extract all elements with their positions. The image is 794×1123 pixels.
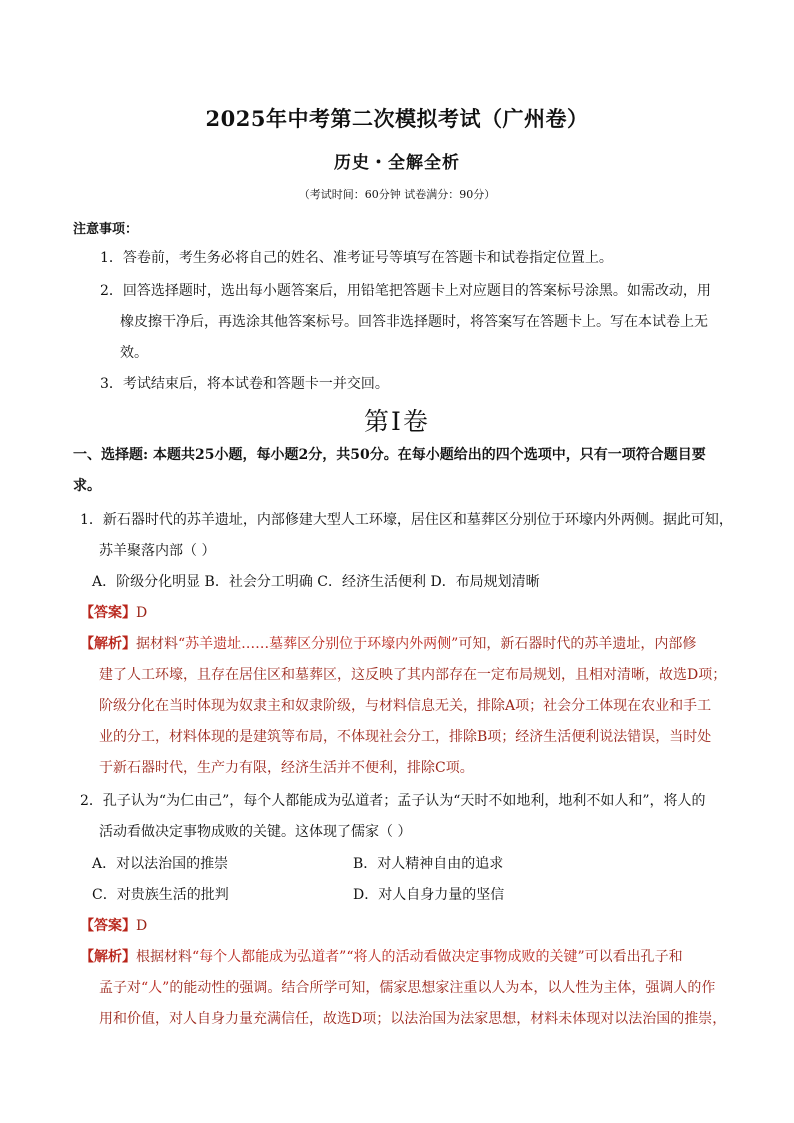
explanation-quote: “人” <box>141 980 170 996</box>
exam-info: （考试时间：60分钟 试卷满分：90分） <box>298 188 496 201</box>
section-heading-line-1: 一、选择题: 本题共25小题，每小题2分，共50分。在每小题给出的四个选项中，只有一项符合题目要 <box>73 447 706 463</box>
notice-heading: 注意事项： <box>73 222 139 237</box>
explanation-text: 据材料 <box>136 636 178 652</box>
explanation-quote: “每个人都能成为弘道者”“将人的活动看做决定事物成败的关键” <box>192 949 585 965</box>
explanation-text: 孟子对 <box>99 980 141 996</box>
question-1-options: A．阶级分化明显 B．社会分工明确 C．经济生活便利 D．布局规划清晰 <box>92 574 540 590</box>
question-2-stem-line-1: 2．孔子认为“为仁由己”，每个人都能成为弘道者；孟子认为“天时不如地利，地利不如人和”，将人的 <box>80 793 706 809</box>
answer-tag: 【答案】 <box>80 918 136 934</box>
question-2-option-a: A．对以法治国的推崇 <box>92 856 229 872</box>
question-1-explanation-line-4: 业的分工，材料体现的是建筑等布局，不体现社会分工，排除B项；经济生活便利说法错误，当时处 <box>99 729 712 745</box>
question-2-explanation-line-1 <box>80 946 683 966</box>
question-2-stem-line-2: 活动看做决定事物成败的关键。这体现了儒家（ ） <box>99 824 412 840</box>
notice-item-2-line-2: 橡皮擦干净后，再选涂其他答案标号。回答非选择题时，将答案写在答题卡上。写在本试卷上无 <box>120 314 708 330</box>
question-1-explanation-line-2: 建了人工环壕，且存在居住区和墓葬区，这反映了其内部存在一定布局规划，且相对清晰，故选D项； <box>99 667 727 683</box>
volume-title: 第Ⅰ卷 <box>364 407 430 436</box>
question-2-explanation-line-3: 用和价值，对人自身力量充满信任，故选D项；以法治国为法家思想，材料未体现对以法治国的推崇， <box>99 1011 727 1027</box>
explanation-tag: 【解析】 <box>80 636 136 652</box>
question-2-option-b: B．对人精神自由的追求 <box>353 856 504 872</box>
page-subtitle: 历史・全解全析 <box>334 153 460 173</box>
answer-value: D <box>136 605 148 621</box>
question-2-answer <box>80 915 147 935</box>
explanation-text: 的能动性的强调。结合所学可知，儒家思想家注重以人为本，以人性为主体，强调人的作 <box>169 980 716 996</box>
explanation-text: 可知，新石器时代的苏羊遗址，内部修 <box>458 636 697 652</box>
explanation-text: 根据材料 <box>136 949 192 965</box>
explanation-tag: 【解析】 <box>80 949 136 965</box>
question-2-option-d: D．对人自身力量的坚信 <box>353 887 505 903</box>
notice-item-1: 1．答卷前，考生务必将自己的姓名、准考证号等填写在答题卡和试卷指定位置上。 <box>100 250 613 266</box>
section-heading-line-2: 求。 <box>73 478 101 494</box>
question-1-stem-line-2: 苏羊聚落内部（ ） <box>99 543 216 559</box>
notice-item-2-line-3: 效。 <box>120 345 148 361</box>
question-1-explanation-line-5: 于新石器时代，生产力有限，经济生活并不便利，排除C项。 <box>99 760 474 776</box>
notice-item-3: 3．考试结束后，将本试卷和答题卡一并交回。 <box>100 376 389 392</box>
notice-item-2-line-1: 2．回答选择题时，选出每小题答案后，用铅笔把答题卡上对应题目的答案标号涂黑。如需改动，用 <box>100 283 711 299</box>
explanation-text: 可以看出孔子和 <box>584 949 683 965</box>
question-1-explanation-line-3: 阶级分化在当时体现为奴隶主和奴隶阶级，与材料信息无关，排除A项；社会分工体现在农业和手工 <box>99 698 712 714</box>
answer-value: D <box>136 918 148 934</box>
explanation-quote: “苏羊遗址……墓葬区分别位于环壕内外两侧” <box>178 636 459 652</box>
question-2-option-c: C．对贵族生活的批判 <box>92 887 229 903</box>
question-1-explanation-line-1 <box>80 633 696 653</box>
question-2-explanation-line-2 <box>99 977 715 997</box>
question-1-answer <box>80 602 147 622</box>
answer-tag: 【答案】 <box>80 605 136 621</box>
page-title: 2025年中考第二次模拟考试（广州卷） <box>205 106 589 131</box>
question-1-stem-line-1: 1．新石器时代的苏羊遗址，内部修建大型人工环壕，居住区和墓葬区分别位于环壕内外两侧。据此可知， <box>80 512 733 528</box>
